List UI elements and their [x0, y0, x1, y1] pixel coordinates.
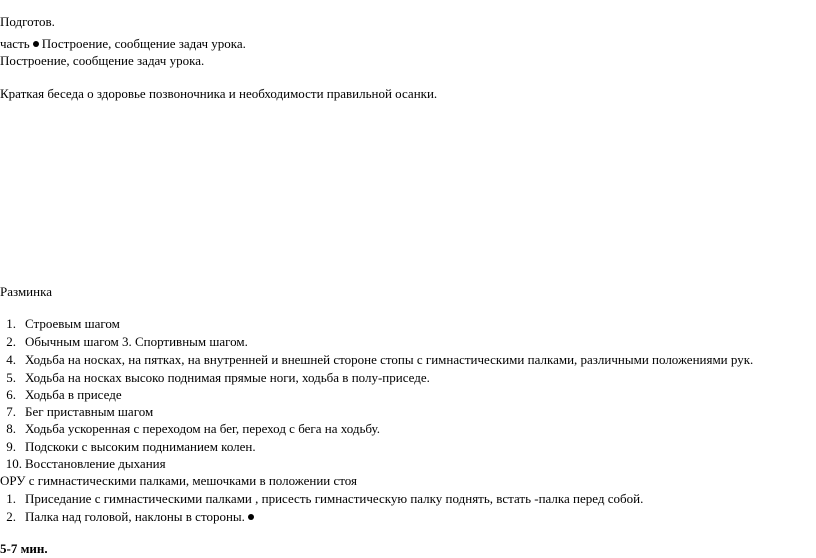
list-text: Приседание с гимнастическими палками , присесть гимнастическую палку поднять, встать -палка перед собой. — [25, 491, 644, 506]
task-line: Построение, сообщение задач урока. — [0, 53, 205, 68]
duration-label: 5-7 мин. — [0, 541, 48, 556]
list-number: 2. — [6, 509, 16, 524]
list-item — [0, 352, 753, 367]
list-text: Строевым шагом — [25, 316, 120, 331]
list-text: Подскоки с высоким подниманием колен. — [25, 439, 256, 454]
list-item — [0, 439, 256, 454]
list-number: 1. — [6, 491, 16, 506]
list-text: Ходьба на носках высоко поднимая прямые ноги, ходьба в полу-приседе. — [25, 370, 430, 385]
list-item — [0, 334, 248, 349]
section-label: Подготов. — [0, 14, 55, 29]
bullet-icon — [248, 514, 254, 520]
list-number: 5. — [6, 370, 16, 385]
bullet-icon — [33, 41, 39, 47]
list-number: 6. — [6, 387, 16, 402]
list-text: Обычным шагом 3. Спортивным шагом. — [25, 334, 248, 349]
list-item — [0, 387, 122, 402]
part-text: Построение, сообщение задач урока. — [41, 36, 246, 51]
list-text: Ходьба ускоренная с переходом на бег, переход с бега на ходьбу. — [25, 421, 380, 436]
list-item — [0, 491, 643, 506]
list-item — [0, 456, 166, 471]
list-number: 4. — [6, 352, 16, 367]
talk-line: Краткая беседа о здоровье позвоночника и необходимости правильной осанки. — [0, 86, 438, 101]
list-number: 7. — [6, 404, 16, 419]
part-line — [0, 36, 246, 51]
oru-heading: ОРУ с гимнастическими палками, мешочками в положении стоя — [0, 473, 358, 488]
list-number: 10. — [5, 456, 22, 471]
list-text: Палка над головой, наклоны в стороны. — [25, 509, 245, 524]
list-text: Ходьба на носках, на пятках, на внутренней и внешней стороне стопы с гимнастическими палками, различными положениями рук. — [25, 352, 754, 367]
list-number: 9. — [6, 439, 16, 454]
list-item — [0, 509, 257, 524]
list-number: 8. — [6, 421, 16, 436]
list-item — [0, 421, 380, 436]
warmup-heading: Разминка — [0, 284, 52, 299]
part-label: часть — [0, 36, 30, 51]
list-item — [0, 370, 430, 385]
list-text: Бег приставным шагом — [25, 404, 154, 419]
list-text: Восстановление дыхания — [25, 456, 166, 471]
list-number: 1. — [6, 316, 16, 331]
list-item — [0, 316, 120, 331]
list-text: Ходьба в приседе — [25, 387, 122, 402]
list-number: 2. — [6, 334, 16, 349]
list-item — [0, 404, 153, 419]
